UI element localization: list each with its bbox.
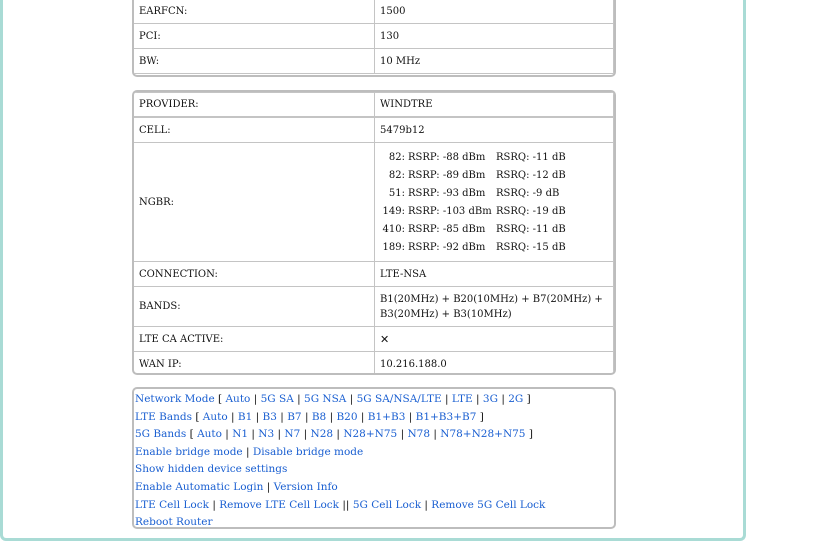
ngbr-entry [381, 148, 566, 166]
earfcn-value: 1500 [374, 0, 614, 24]
enable-auto-login-link[interactable]: Enable Automatic Login [135, 480, 264, 493]
hidden-settings-line [135, 461, 614, 479]
lte-ca-row [134, 327, 614, 352]
ngbr-rsrq: RSRQ: -15 dB [496, 241, 566, 253]
bands-5g-line: 5G Bands [ Auto | N1 | N3 | N7 | N28 | N28+N75 | N78 | N78+N28+N75 ] [135, 428, 533, 441]
lte-band-b3[interactable]: B3 [262, 410, 277, 423]
ngbr-id: 410: [382, 223, 405, 235]
network-mode-5g-sa[interactable]: 5G SA [260, 393, 294, 405]
provider-table [132, 90, 616, 375]
ngbr-id: 189: [382, 241, 405, 253]
network-mode-line: Network Mode [ Auto | 5G SA | 5G NSA | 5G SA/NSA/LTE | LTE | 3G | 2G ] [135, 393, 531, 405]
band-5g-n1[interactable]: N1 [232, 428, 249, 441]
remove-5g-cell-lock-link[interactable]: Remove 5G Cell Lock [431, 498, 546, 511]
login-line: Enable Automatic Login | Version Info [135, 480, 338, 493]
bands-5g-link[interactable]: 5G Bands [135, 428, 187, 441]
provider-label: PROVIDER: [133, 92, 375, 117]
band-5g-n3[interactable]: N3 [258, 428, 275, 441]
ngbr-entry [381, 238, 566, 256]
reboot-router-link[interactable]: Reboot Router [135, 516, 213, 529]
ngbr-rsrp: RSRP: -103 dBm [408, 205, 492, 217]
ngbr-rsrq: RSRQ: -19 dB [496, 205, 566, 217]
ngbr-entry [381, 166, 566, 184]
pci-label: PCI: [133, 23, 375, 49]
network-mode-link[interactable]: Network Mode [135, 393, 215, 405]
lte-band-b8[interactable]: B8 [311, 410, 327, 423]
ngbr-rsrq: RSRQ: -11 dB [496, 151, 566, 163]
lte-band-b1[interactable]: B1 [237, 410, 253, 423]
bw-row [134, 49, 614, 74]
network-mode-3g[interactable]: 3G [482, 393, 498, 405]
provider-row [134, 93, 614, 118]
network-mode-5g-sa-nsa-lte[interactable]: 5G SA/NSA/LTE [356, 393, 442, 405]
settings-links-panel [132, 387, 616, 529]
ngbr-id: 51: [388, 187, 405, 199]
lte-band-b1-b3-b7[interactable]: B1+B3+B7 [415, 410, 477, 423]
ngbr-label: NGBR: [133, 142, 375, 262]
band-5g-n78-n28-n75[interactable]: N78+N28+N75 [440, 428, 526, 441]
wan-ip-row [134, 352, 614, 375]
band-5g-auto[interactable]: Auto [197, 428, 222, 441]
cell-lock-5g-link[interactable]: 5G Cell Lock [352, 498, 422, 511]
version-info-link[interactable]: Version Info [273, 480, 338, 493]
ngbr-rsrp: RSRP: -93 dBm [408, 187, 486, 199]
ngbr-entry [381, 202, 566, 220]
bands-value: B1(20MHz) + B20(10MHz) + B7(20MHz) + B3(20MHz) + B3(10MHz) [374, 286, 614, 327]
bridge-line: Enable bridge mode | Disable bridge mode [135, 445, 364, 458]
disable-bridge-link[interactable]: Disable bridge mode [252, 445, 364, 458]
ngbr-rsrq: RSRQ: -9 dB [496, 187, 560, 199]
ngbr-rsrp: RSRP: -88 dBm [408, 151, 486, 163]
ngbr-id: 82: [388, 151, 405, 163]
network-mode-5g-nsa[interactable]: 5G NSA [304, 393, 347, 405]
cell-value: 5479b12 [374, 117, 614, 143]
bands-row [134, 287, 614, 327]
ngbr-rsrq: RSRQ: -12 dB [496, 169, 566, 181]
bw-label: BW: [133, 48, 375, 74]
cell-label: CELL: [133, 117, 375, 143]
ngbr-row [134, 143, 614, 262]
network-mode-auto[interactable]: Auto [225, 393, 251, 405]
wan-ip-label: WAN IP: [133, 351, 375, 375]
bands-label: BANDS: [133, 286, 375, 327]
cell-lock-line: LTE Cell Lock | Remove LTE Cell Lock || 5G Cell Lock | Remove 5G Cell Lock [135, 498, 546, 511]
ngbr-list [374, 142, 614, 262]
lte-cell-lock-link[interactable]: LTE Cell Lock [135, 498, 209, 511]
bw-value: 10 MHz [374, 48, 614, 74]
network-mode-lte[interactable]: LTE [451, 393, 473, 405]
provider-value: WINDTRE [374, 92, 614, 117]
ngbr-rsrq: RSRQ: -11 dB [496, 223, 566, 235]
pci-row [134, 24, 614, 49]
ngbr-rsrp: RSRP: -85 dBm [408, 223, 486, 235]
earfcn-row [134, 0, 614, 24]
ngbr-rsrp: RSRP: -89 dBm [408, 169, 486, 181]
connection-row [134, 262, 614, 287]
band-5g-n78[interactable]: N78 [407, 428, 431, 441]
connection-label: CONNECTION: [133, 261, 375, 287]
lte-band-b20[interactable]: B20 [336, 410, 358, 423]
lte-bands-link[interactable]: LTE Bands [135, 410, 192, 423]
lte-band-auto[interactable]: Auto [202, 410, 228, 423]
ngbr-entry [381, 220, 566, 238]
lte-band-b1-b3[interactable]: B1+B3 [367, 410, 406, 423]
band-5g-n7[interactable]: N7 [284, 428, 301, 441]
cell-row [134, 118, 614, 143]
wan-ip-value: 10.216.188.0 [374, 351, 614, 375]
lte-band-b7[interactable]: B7 [287, 410, 302, 423]
reboot-line [135, 514, 614, 532]
ngbr-rsrp: RSRP: -92 dBm [408, 241, 486, 253]
show-hidden-settings-link[interactable]: Show hidden device settings [135, 463, 288, 476]
band-5g-n28-n75[interactable]: N28+N75 [343, 428, 398, 441]
remove-lte-cell-lock-link[interactable]: Remove LTE Cell Lock [219, 498, 340, 511]
ngbr-id: 149: [382, 205, 405, 217]
pci-value: 130 [374, 23, 614, 49]
network-mode-2g[interactable]: 2G [508, 393, 524, 405]
earfcn-label: EARFCN: [133, 0, 375, 24]
band-5g-n28[interactable]: N28 [310, 428, 334, 441]
ngbr-id: 82: [388, 169, 405, 181]
signal-table [132, 0, 616, 77]
lte-bands-line: LTE Bands [ Auto | B1 | B3 | B7 | B8 | B20 | B1+B3 | B1+B3+B7 ] [135, 410, 484, 423]
lte-ca-label: LTE CA ACTIVE: [133, 326, 375, 352]
ngbr-entry [381, 184, 559, 202]
connection-value: LTE-NSA [374, 261, 614, 287]
enable-bridge-link[interactable]: Enable bridge mode [135, 445, 243, 458]
close-icon: ✕ [380, 332, 390, 346]
